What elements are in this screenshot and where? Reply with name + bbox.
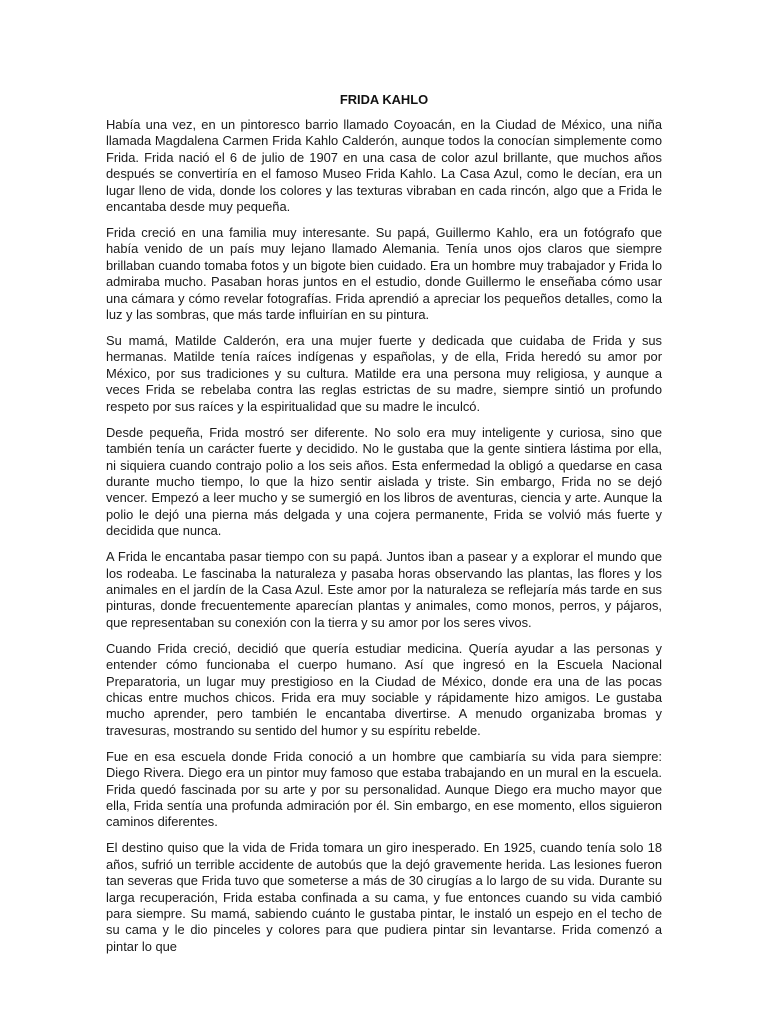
paragraph-4: Desde pequeña, Frida mostró ser diferente. No solo era muy inteligente y curiosa, sino que también tenía un carácter fuerte y decidido. No le gustaba que la gente sintiera lástima por ella, ni siquiera cuando contrajo polio a los seis años. Esta enfermedad la obligó a quedarse en casa durante mucho tiempo, lo que la hizo sentir aislada y triste. Sin embargo, Frida no se dejó vencer. Empezó a leer mucho y se sumergió en los libros de aventuras, ciencia y arte. Aunque la polio le dejó una pierna más delgada y una cojera permanente, Frida se volvió más fuerte y decidida que nunca. [106,424,662,539]
paragraph-2: Frida creció en una familia muy interesante. Su papá, Guillermo Kahlo, era un fotógrafo que había venido de un país muy lejano llamado Alemania. Tenía unos ojos claros que siempre brillaban cuando tomaba fotos y un bigote bien cuidado. Era un hombre muy trabajador y Frida lo admiraba mucho. Pasaban horas juntos en el estudio, donde Guillermo le enseñaba cómo usar una cámara y cómo revelar fotografías. Frida aprendió a apreciar los pequeños detalles, como la luz y las sombras, que más tarde influirían en su pintura. [106,225,662,323]
paragraph-6: Cuando Frida creció, decidió que quería estudiar medicina. Quería ayudar a las personas y entender cómo funcionaba el cuerpo humano. Así que ingresó en la Escuela Nacional Preparatoria, un lugar muy prestigioso en la Ciudad de México, donde era una de las pocas chicas entre muchos chicos. Frida era muy sociable y rápidamente hizo amigos. Le gustaba mucho aprender, pero también le encantaba divertirse. A menudo organizaba bromas y travesuras, mostrando su sentido del humor y su espíritu rebelde. [106,640,662,738]
paragraph-3: Su mamá, Matilde Calderón, era una mujer fuerte y dedicada que cuidaba de Frida y sus hermanas. Matilde tenía raíces indígenas y españolas, y de ella, Frida heredó su amor por México, por sus tradiciones y su cultura. Matilde era una persona muy religiosa, y aunque a veces Frida se rebelaba contra las reglas estrictas de su madre, siempre sintió un profundo respeto por sus raíces y la espiritualidad que su madre le inculcó. [106,333,662,414]
paragraph-5: A Frida le encantaba pasar tiempo con su papá. Juntos iban a pasear y a explorar el mundo que los rodeaba. Le fascinaba la naturaleza y pasaba horas observando las plantas, las flores y los animales en el jardín de la Casa Azul. Este amor por la naturaleza se reflejaría más tarde en sus pinturas, donde frecuentemente aparecían plantas y animales, como monos, perros, y pájaros, que representaban su conexión con la tierra y su amor por los seres vivos. [106,549,662,630]
paragraph-7: Fue en esa escuela donde Frida conoció a un hombre que cambiaría su vida para siempre: Diego Rivera. Diego era un pintor muy famoso que estaba trabajando en un mural en la escuela. Frida quedó fascinada por su arte y por su personalidad. Aunque Diego era mucho mayor que ella, Frida sentía una profunda admiración por él. Sin embargo, en ese momento, ellos siguieron caminos diferentes. [106,748,662,830]
document-body [106,92,662,965]
paragraph-1: Había una vez, en un pintoresco barrio llamado Coyoacán, en la Ciudad de México, una niña llamada Magdalena Carmen Frida Kahlo Calderón, aunque todos la conocían simplemente como Frida. Frida nació el 6 de julio de 1907 en una casa de color azul brillante, que muchos años después se convertiría en el famoso Museo Frida Kahlo. La Casa Azul, como le decían, era un lugar lleno de vida, donde los colores y las texturas vibraban en cada rincón, algo que a Frida le encantaba desde muy pequeña. [106,117,662,215]
paragraph-8: El destino quiso que la vida de Frida tomara un giro inesperado. En 1925, cuando tenía solo 18 años, sufrió un terrible accidente de autobús que la dejó gravemente herida. Las lesiones fueron tan severas que Frida tuvo que someterse a más de 30 cirugías a lo largo de su vida. Durante su larga recuperación, Frida estaba confinada a su cama, y fue entonces cuando su vida cambió para siempre. Su mamá, sabiendo cuánto le gustaba pintar, le instaló un espejo en el techo de su cama y le dio pinceles y colores para que pudiera pintar sin levantarse. Frida comenzó a pintar lo que [106,840,662,954]
document-title: FRIDA KAHLO [339,92,429,107]
